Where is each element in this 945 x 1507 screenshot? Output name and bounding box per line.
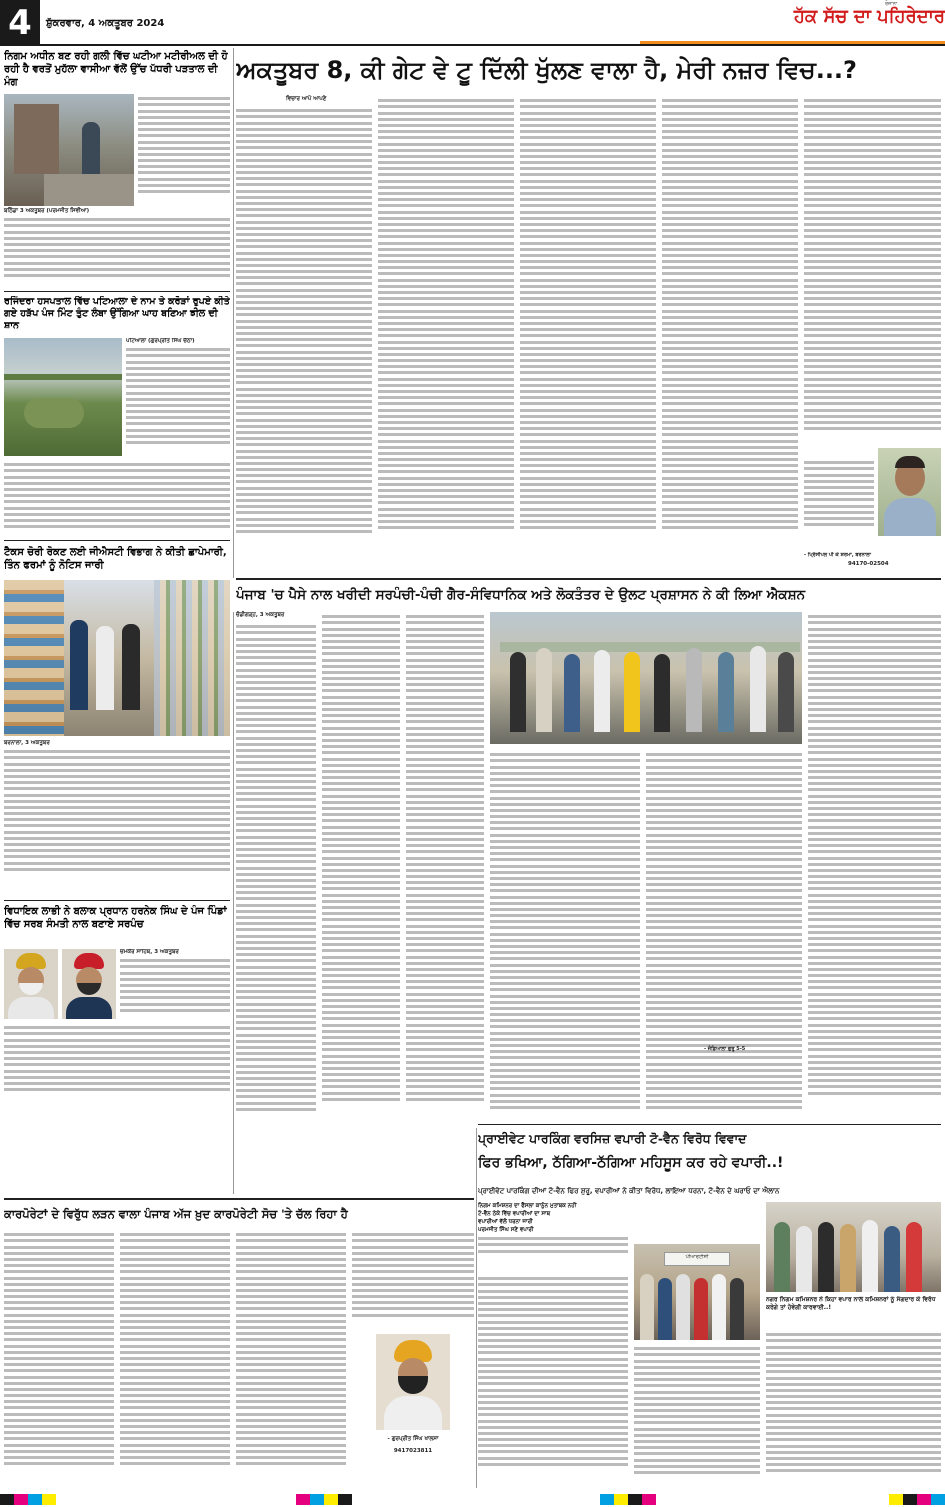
parking-bullet-box — [478, 1202, 628, 1272]
shop-raid-photo — [4, 580, 230, 736]
construction-photo — [4, 94, 134, 206]
main-byline: ਵਿਚਾਰ ਆਪੋ ਆਪਣੇ — [286, 96, 327, 102]
story-dateline: ਚੰਡੀਗੜ੍ਹ, 3 ਅਕਤੂਬਰ — [236, 612, 285, 618]
protest-gathering-photo — [490, 612, 802, 744]
main-story-body — [236, 96, 941, 576]
parking-bullet: ਟੋ-ਵੈਨ ਠੇਕੇ ਵਿੱਚ ਵਪਾਰੀਆਂ ਦਾ ਸਾਥ — [478, 1211, 551, 1217]
story-parking — [478, 1202, 941, 1488]
main-author: - ਪ੍ਰਿੰਸੀਪਲ ਪੀ ਕੇ ਸ਼ਰਮਾ, ਬਰਨਾਲਾ — [804, 552, 871, 558]
corporate-headline: ਕਾਰਪੋਰੇਟਾਂ ਦੇ ਵਿਰੁੱਧ ਲੜਨ ਵਾਲਾ ਪੰਜਾਬ ਅੱਜ ਖ਼ੁਦ ਕਾਰਪੋਰੇਟੀ ਸੋਚ 'ਤੇ ਚੱਲ ਰਿਹਾ ਹੈ — [4, 1207, 348, 1221]
story-punjab-panch — [236, 612, 941, 1160]
traders-protest-photo — [634, 1244, 760, 1340]
columnist-portrait — [376, 1334, 450, 1430]
masthead-logo: ਹੱਕ ਸੱਚ ਦਾ ਪਹਿਰੇਦਾਰ — [793, 6, 945, 27]
masthead-small: ਰੋਜ਼ਾਨਾ — [885, 1, 898, 7]
story-headline: ਨਿਗਮ ਅਧੀਨ ਬਣ ਰਹੀ ਗਲੀ ਵਿੱਚ ਘਟੀਆ ਮਟੀਰੀਅਲ ਦੀ ਹੋ ਰਹੀ ਹੈ ਵਰਤੋਂ ਮੁਹੱਲਾ ਵਾਸੀਆ ਵੱਲੋਂ ਉੱਚ ਪੱਧਰੀ ਪੜਤਾਲ ਦੀ ਮੰਗ — [4, 51, 228, 88]
corporate-author: - ਗੁਰਪ੍ਰੀਤ ਸਿੰਘ ਖਾਲਸਾ — [387, 1436, 439, 1442]
story-headline: ਟੈਕਸ ਚੋਰੀ ਰੋਕਣ ਲਈ ਜੀਐਸਟੀ ਵਿਭਾਗ ਨੇ ਕੀਤੀ ਛਾਪੇਮਾਰੀ, ਤਿੰਨ ਫਰਮਾਂ ਨੂੰ ਨੋਟਿਸ ਜਾਰੀ — [4, 547, 227, 571]
story-dateline: ਬਠਿੰਡਾ 3 ਅਕਤੂਬਰ (ਪਰਮਜੀਤ ਸਿਵੀਆ) — [4, 208, 90, 214]
parking-subhead: ਪ੍ਰਾਈਵੇਟ ਪਾਰਕਿੰਗ ਦੀਆਂ ਟੋ-ਵੈਨ ਫਿਰ ਸ਼ੁਰੂ, ਵਪਾਰੀਆਂ ਨੇ ਕੀਤਾ ਵਿਰੋਧ, ਲਾਇਆ ਧਰਨਾ, ਟੋ-ਵੈਨ ਦੇ ਘਰਾਓ ਦਾ ਐਲਾਨ — [478, 1187, 780, 1195]
story-rajindera — [4, 296, 230, 536]
story-street-material — [4, 50, 230, 288]
sarpanch-portrait-photo — [62, 949, 116, 1019]
story-mla-sarpanch — [4, 905, 230, 1195]
page-number: 4 — [0, 0, 40, 46]
parking-headline-line1: ਪ੍ਰਾਈਵੇਟ ਪਾਰਕਿੰਗ ਵਰਸਿਜ਼ ਵਪਾਰੀ ਟੋ-ਵੈਨ ਵਿਰੋਧ ਵਿਵਾਦ — [478, 1131, 747, 1146]
story-headline: ਵਿਧਾਇਕ ਲਾਭੀ ਨੇ ਬਲਾਕ ਪ੍ਰਧਾਨ ਹਰਨੇਕ ਸਿੰਘ ਦੇ ਪੰਜ ਪਿੰਡਾਂ ਵਿੱਚ ਸਰਬ ਸੰਮਤੀ ਨਾਲ ਬਣਾਏ ਸਰਪੰਚ — [4, 906, 227, 930]
parking-bullet: ਪਰਮਜੀਤ ਸਿੰਘ ਸਣੇ ਵਪਾਰੀ — [478, 1227, 534, 1233]
story-gst-raid — [4, 546, 230, 898]
story-corporate — [4, 1230, 474, 1488]
issue-date: ਸ਼ੁੱਕਰਵਾਰ, 4 ਅਕਤੂਬਰ 2024 — [46, 18, 165, 29]
page-header — [0, 0, 945, 46]
main-headline: ਅਕਤੂਬਰ 8, ਕੀ ਗੇਟ ਵੇ ਟੂ ਦਿੱਲੀ ਖੁੱਲਣ ਵਾਲਾ ਹੈ, ਮੇਰੀ ਨਜ਼ਰ ਵਿਚ...? — [236, 56, 857, 84]
story-dateline: ਚਮਕੌਰ ਸਾਹਿਬ, 3 ਅਕਤੂਬਰ — [120, 949, 179, 955]
lake-grass-photo — [4, 338, 122, 456]
protest-banner-text: ਪੀਆਰਟੀਸੀ — [685, 1254, 709, 1260]
story-dateline: ਬਰਨਾਲਾ, 3 ਅਕਤੂਬਰ — [4, 740, 50, 746]
mla-portrait-photo — [4, 949, 58, 1019]
header-rule — [40, 44, 945, 46]
parking-bullet: ਵਪਾਰੀਆਂ ਵੱਲੋਂ ਧਰਨਾ ਜਾਰੀ — [478, 1219, 533, 1225]
main-author-phone: 94170-02504 — [848, 561, 889, 567]
parking-bullet: ਨਿਗਮ ਕਮਿਸ਼ਨਰ ਦਾ ਫੈਸਲਾ ਕਾਨੂੰਨ ਮੁਤਾਬਕ ਨਹੀਂ — [478, 1203, 577, 1209]
print-registration-bar — [0, 1492, 945, 1507]
parking-side-label: ਨਗਰ ਨਿਗਮ ਕਮਿਸ਼ਨਰ ਨੇ ਕਿਹਾ ਵਪਾਰ ਨਾਲ ਕਮਿਸ਼ਨਰਾਂ ਨੂੰ ਸੰਗਦਾਰ ਕੇ ਵਿਰੋਧ ਕਰੇਗੇ ਤਾਂ ਹੋਵੇਗੀ ਕਾਰਵਾਈ..! — [766, 1296, 936, 1311]
story-dateline: ਪਟਿਆਲਾ (ਗੁਰਪ੍ਰੀਤ ਸਿੰਘ ਚੱਠਾ) — [126, 338, 195, 344]
parking-headline-line2: ਫਿਰ ਭਖਿਆ, ਠੱਗਿਆ-ਠੱਗਿਆ ਮਹਿਸੂਸ ਕਰ ਰਹੇ ਵਪਾਰੀ..! — [478, 1155, 784, 1171]
corporate-author-phone: 9417023811 — [393, 1448, 433, 1454]
author-portrait — [878, 448, 941, 536]
story-headline: ਰਜਿੰਦਰਾ ਹਸਪਤਾਲ ਵਿੱਚ ਪਟਿਆਲਾ ਦੇ ਨਾਮ ਤੇ ਕਰੋੜਾਂ ਰੁਪਏ ਕੀਤੇ ਗਏ ਹੜੱਪ ਪੰਜ ਮਿੰਟ ਤੁੰਟ ਲੰਬਾ ਉੱਗਿਆ ਘਾਹ ਬਣਿਆ ਝੀਲ ਦੀ ਸ਼ਾਨ — [4, 296, 230, 331]
punjab-headline: ਪੰਜਾਬ 'ਚ ਪੈਸੇ ਨਾਲ ਖਰੀਦੀ ਸਰਪੰਚੀ-ਪੰਚੀ ਗੈਰ-ਸੰਵਿਧਾਨਿਕ ਅਤੇ ਲੋਕਤੰਤਰ ਦੇ ਉਲਟ ਪ੍ਰਸ਼ਾਸਨ ਨੇ ਕੀ ਲਿਆ ਐਕਸ਼ਨ — [236, 587, 806, 603]
commissioner-photo — [766, 1202, 941, 1292]
punjab-author: - ਜੰਡਿਆਲਾ ਗੁਰੂ 5-5 — [704, 1046, 746, 1052]
